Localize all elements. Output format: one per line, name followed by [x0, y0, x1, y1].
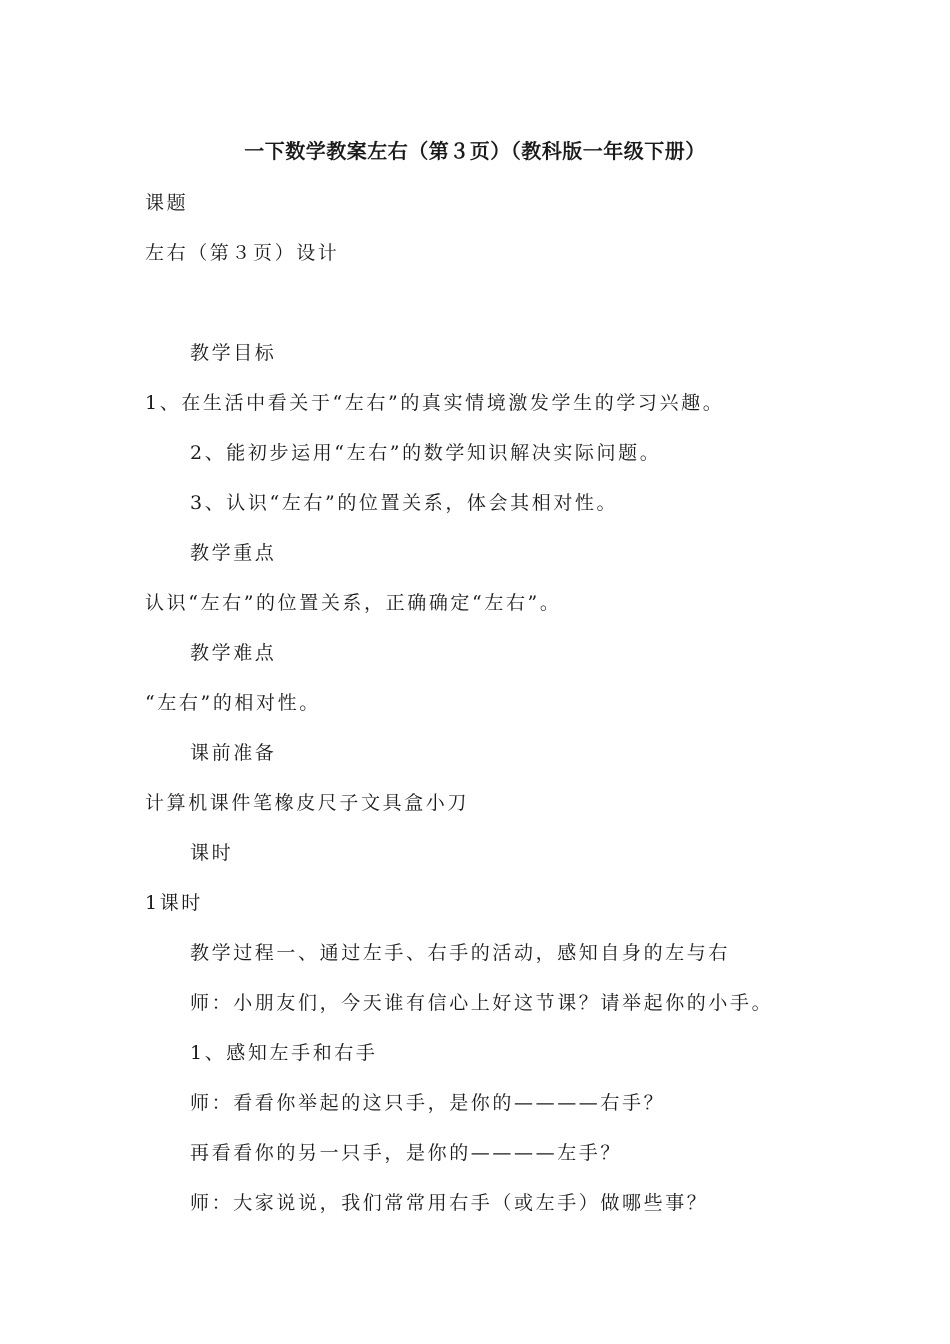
process-heading: 教学过程一、通过左手、右手的活动，感知自身的左与右: [190, 942, 731, 964]
heading-difficulties: 教学难点: [190, 642, 277, 664]
heading-preparation: 课前准备: [190, 742, 277, 764]
key-points-text: 认识“左右”的位置关系，正确确定“左右”。: [145, 592, 562, 614]
preparation-text: 计算机课件笔橡皮尺子文具盒小刀: [145, 792, 470, 814]
process-line-2: 1、感知左手和右手: [190, 1042, 378, 1064]
heading-key-points: 教学重点: [190, 542, 277, 564]
class-hours-text: 1课时: [145, 892, 203, 914]
process-line-4: 再看看你的另一只手，是你的————左手？: [190, 1142, 623, 1164]
objective-3: 3、认识“左右”的位置关系，体会其相对性。: [190, 492, 619, 514]
process-line-5: 师：大家说说，我们常常用右手（或左手）做哪些事？: [190, 1192, 709, 1214]
process-line-3: 师：看看你举起的这只手，是你的————右手？: [190, 1092, 666, 1114]
difficulties-text: “左右”的相对性。: [145, 692, 321, 714]
heading-class-hours: 课时: [190, 842, 234, 864]
process-line-1: 师：小朋友们，今天谁有信心上好这节课？请举起你的小手。: [190, 992, 774, 1014]
objective-2: 2、能初步运用“左右”的数学知识解决实际问题。: [190, 442, 662, 464]
objective-1: 1、在生活中看关于“左右”的真实情境激发学生的学习兴趣。: [145, 392, 725, 414]
heading-objectives: 教学目标: [190, 342, 277, 364]
heading-topic: 课题: [145, 192, 189, 214]
document-title: 一下数学教案左右（第３页）（教科版一年级下册）: [244, 139, 706, 163]
topic-text: 左右（第３页）设计: [145, 242, 340, 264]
